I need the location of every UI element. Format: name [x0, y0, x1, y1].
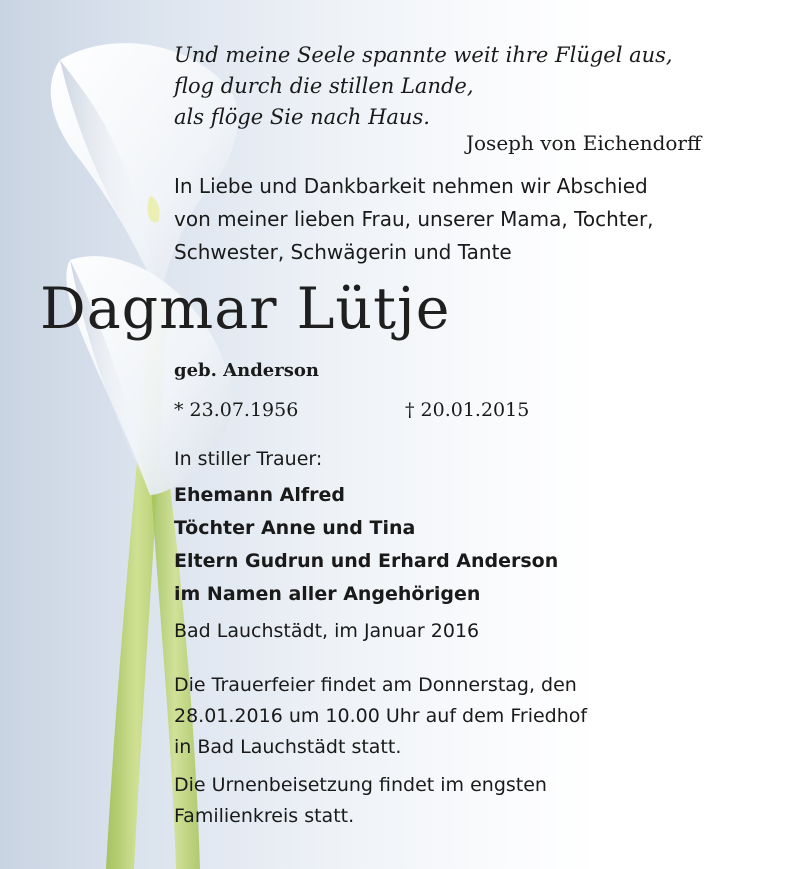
intro-line: In Liebe und Dankbarkeit nehmen wir Abschied: [174, 174, 648, 198]
urn-line: Familienkreis statt.: [174, 805, 355, 827]
intro-line: von meiner lieben Frau, unserer Mama, Tochter,: [174, 207, 654, 231]
poem-line: flog durch die stillen Lande,: [174, 74, 474, 98]
poem-quote: [174, 40, 673, 133]
poem-line: Und meine Seele spannte weit ihre Flügel aus,: [174, 43, 673, 67]
service-line: Die Trauerfeier findet am Donnerstag, den: [174, 674, 577, 696]
deceased-name: Dagmar Lütje: [40, 276, 451, 342]
urn-burial-info: [174, 770, 547, 832]
mourners-list: [174, 479, 558, 611]
mourner-entry: im Namen aller Angehörigen: [174, 583, 481, 605]
place-and-date: Bad Lauchstädt, im Januar 2016: [174, 620, 480, 642]
service-line: in Bad Lauchstädt statt.: [174, 736, 402, 758]
death-date: † 20.01.2015: [405, 399, 530, 421]
mourner-entry: Ehemann Alfred: [174, 484, 346, 506]
poem-author: Joseph von Eichendorff: [466, 131, 702, 155]
maiden-name: geb. Anderson: [174, 360, 319, 381]
birth-date: * 23.07.1956: [174, 399, 299, 421]
poem-line: als flöge Sie nach Haus.: [174, 105, 430, 129]
farewell-intro: [174, 170, 654, 269]
mourner-entry: Töchter Anne und Tina: [174, 517, 416, 539]
funeral-service-info: [174, 670, 587, 763]
mourning-label: In stiller Trauer:: [174, 448, 323, 470]
urn-line: Die Urnenbeisetzung findet im engsten: [174, 774, 547, 796]
service-line: 28.01.2016 um 10.00 Uhr auf dem Friedhof: [174, 705, 588, 727]
intro-line: Schwester, Schwägerin und Tante: [174, 240, 512, 264]
mourner-entry: Eltern Gudrun und Erhard Anderson: [174, 550, 559, 572]
